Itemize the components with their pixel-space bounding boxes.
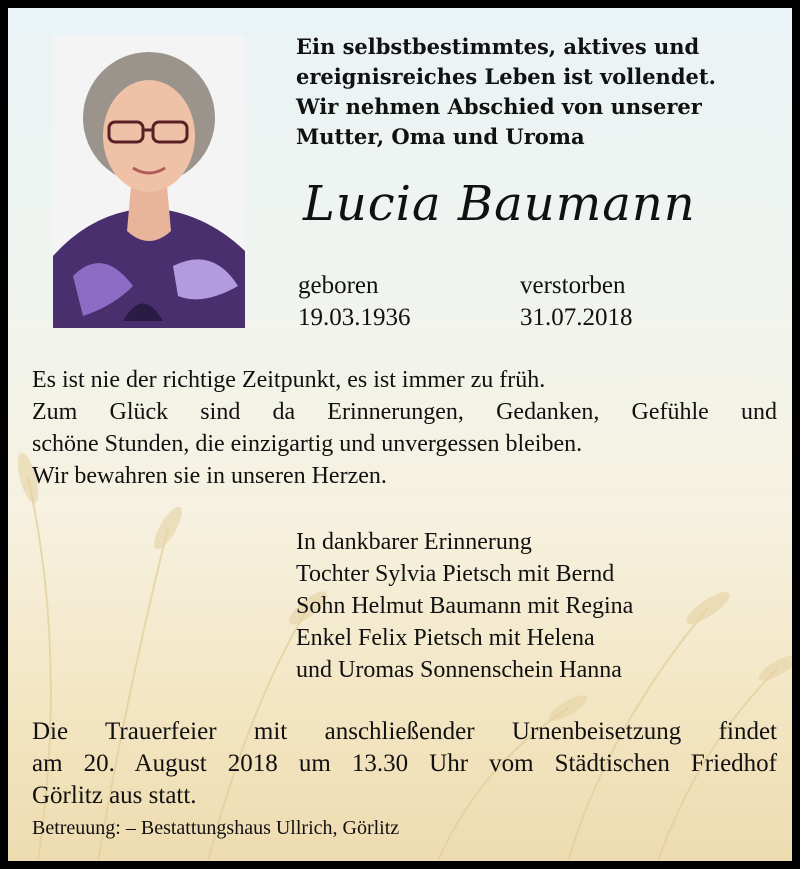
signature-line: und Uromas Sonnenschein Hanna <box>296 657 622 683</box>
ceremony-line: am 20. August 2018 um 13.30 Uhr vom Städtischen Friedhof <box>32 750 777 777</box>
ceremony-line: Görlitz aus statt. <box>32 782 197 809</box>
deceased-name: Lucia Baumann <box>303 176 696 232</box>
poem-line: schöne Stunden, die einzigartig und unvergessen bleiben. <box>32 431 583 457</box>
poem-line: Es ist nie der richtige Zeitpunkt, es ist immer zu früh. <box>32 367 546 393</box>
born-date: 19.03.1936 <box>298 304 411 331</box>
poem-line: Wir bewahren sie in unseren Herzen. <box>32 463 387 489</box>
signature-line: Enkel Felix Pietsch mit Helena <box>296 625 595 651</box>
ceremony-line: Die Trauerfeier mit anschließender Urnenbeisetzung findet <box>32 718 777 745</box>
intro-line: Wir nehmen Abschied von unserer <box>296 94 702 119</box>
intro-line: Mutter, Oma und Uroma <box>296 124 585 149</box>
funeral-home-credit: Betreuung: – Bestattungshaus Ullrich, Görlitz <box>32 817 400 839</box>
intro-line: ereignisreiches Leben ist vollendet. <box>296 64 716 89</box>
intro-line: Ein selbstbestimmtes, aktives und <box>296 34 700 59</box>
poem-line: Zum Glück sind da Erinnerungen, Gedanken, Gefühle und <box>32 399 777 425</box>
signature-line: Tochter Sylvia Pietsch mit Bernd <box>296 561 615 587</box>
died-date: 31.07.2018 <box>520 304 633 331</box>
born-label: geboren <box>298 272 379 299</box>
signature-line: Sohn Helmut Baumann mit Regina <box>296 593 634 619</box>
portrait-photo <box>53 36 245 328</box>
signature-line: In dankbarer Erinnerung <box>296 529 532 555</box>
died-label: verstorben <box>520 272 626 299</box>
